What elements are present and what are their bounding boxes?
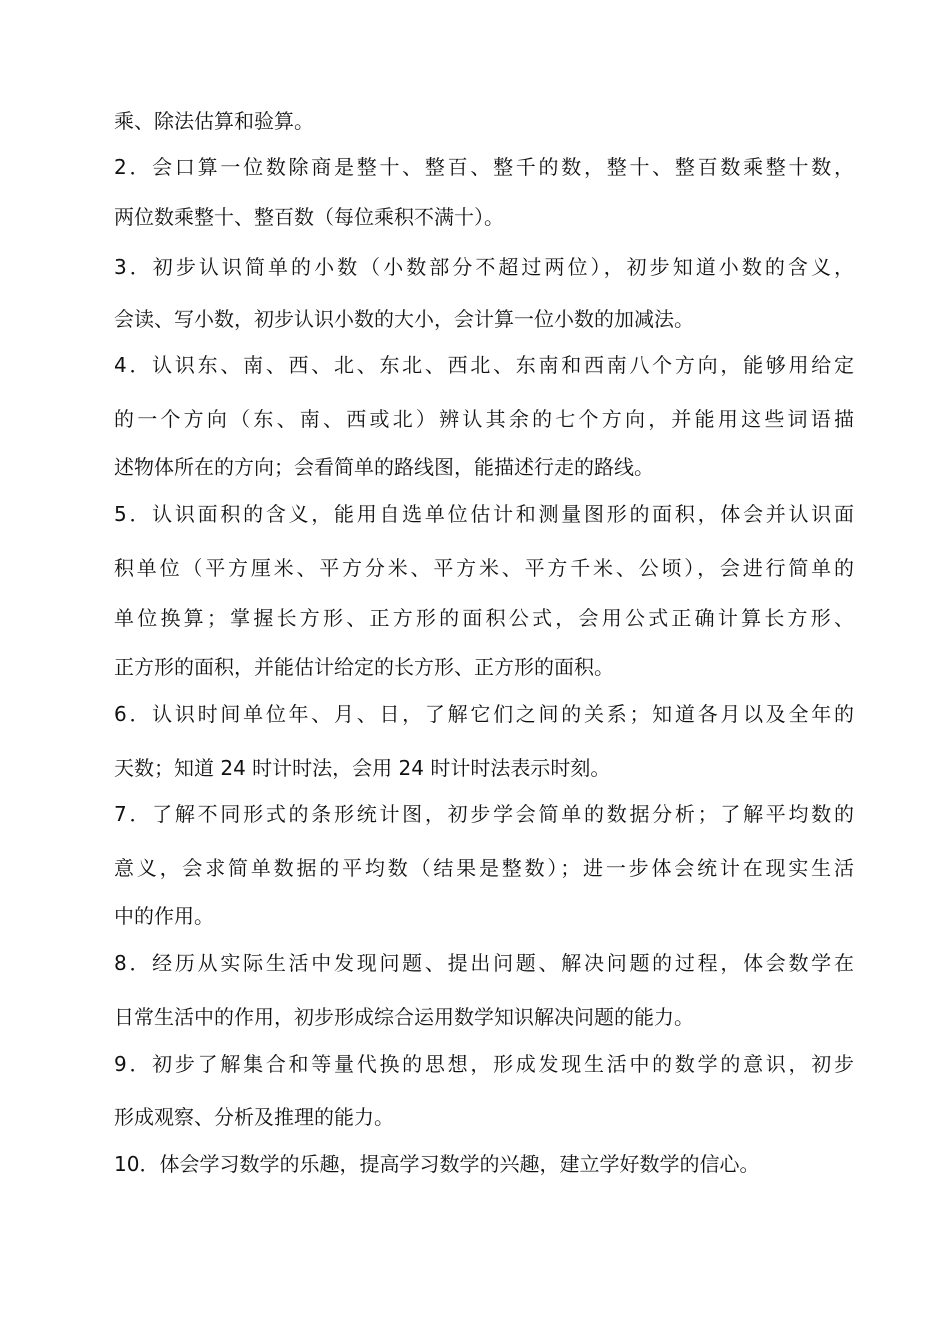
- text-line: 5．认识面积的含义，能用自选单位估计和测量图形的面积，体会并认识面: [114, 502, 854, 526]
- text-line: 两位数乘整十、整百数（每位乘积不满十）。: [114, 205, 504, 229]
- text-line: 乘、除法估算和验算。: [114, 109, 314, 133]
- text-line: 意义，会求简单数据的平均数（结果是整数）；进一步体会统计在现实生活: [114, 856, 854, 880]
- text-line: 2．会口算一位数除商是整十、整百、整千的数，整十、整百数乘整十数，: [114, 155, 854, 179]
- text-line: 单位换算；掌握长方形、正方形的面积公式，会用公式正确计算长方形、: [114, 606, 854, 630]
- text-line: 7．了解不同形式的条形统计图，初步学会简单的数据分析；了解平均数的: [114, 802, 854, 826]
- text-line: 4．认识东、南、西、北、东北、西北、东南和西南八个方向，能够用给定: [114, 353, 854, 377]
- text-line: 6．认识时间单位年、月、日，了解它们之间的关系；知道各月以及全年的: [114, 702, 854, 726]
- text-line: 正方形的面积，并能估计给定的长方形、正方形的面积。: [114, 655, 614, 679]
- text-line: 天数；知道 24 时计时法，会用 24 时计时法表示时刻。: [114, 756, 611, 780]
- text-line: 会读、写小数，初步认识小数的大小，会计算一位小数的加减法。: [114, 307, 694, 331]
- text-line: 10．体会学习数学的乐趣，提高学习数学的兴趣，建立学好数学的信心。: [114, 1152, 760, 1176]
- text-line: 中的作用。: [114, 904, 214, 928]
- text-line: 的一个方向（东、南、西或北）辨认其余的七个方向，并能用这些词语描: [114, 407, 854, 431]
- text-line: 日常生活中的作用，初步形成综合运用数学知识解决问题的能力。: [114, 1005, 694, 1029]
- text-line: 3．初步认识简单的小数（小数部分不超过两位），初步知道小数的含义，: [114, 255, 854, 279]
- text-line: 积单位（平方厘米、平方分米、平方米、平方千米、公顷），会进行简单的: [114, 556, 854, 580]
- text-line: 8．经历从实际生活中发现问题、提出问题、解决问题的过程，体会数学在: [114, 951, 854, 975]
- text-line: 9．初步了解集合和等量代换的思想，形成发现生活中的数学的意识，初步: [114, 1052, 854, 1076]
- text-line: 述物体所在的方向；会看简单的路线图，能描述行走的路线。: [114, 455, 654, 479]
- text-line: 形成观察、分析及推理的能力。: [114, 1105, 394, 1129]
